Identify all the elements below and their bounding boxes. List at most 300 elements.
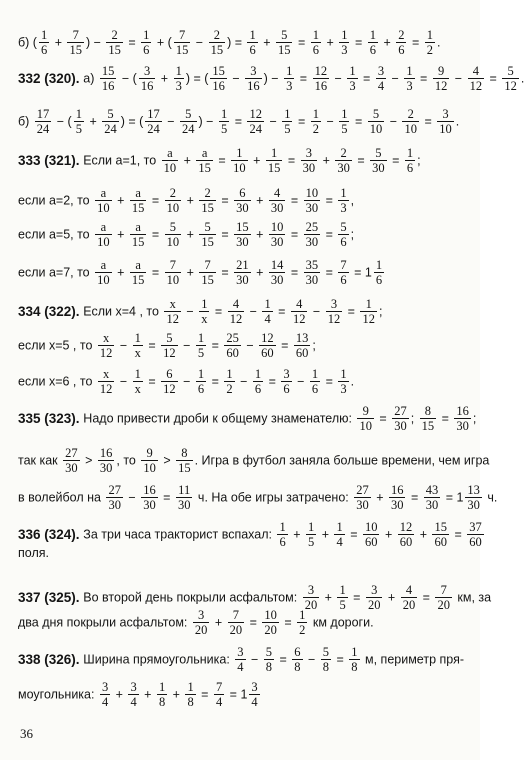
denominator: 30 [302,161,316,175]
text-segment: если a=2, то [18,193,94,208]
text-segment: − [304,652,319,667]
fraction [100,64,117,93]
text-segment: = [346,527,361,542]
text-segment: . Игра в футбол заняла больше времени, чем игра [194,453,490,468]
text-segment: + [113,227,128,242]
numerator: x [98,331,115,346]
numerator: 5 [180,107,197,122]
numerator: 27 [108,483,121,497]
text-segment: = [322,193,337,208]
denominator: 16 [212,79,225,93]
numerator: 7 [340,258,347,272]
numerator: 37 [469,520,482,534]
fraction [174,64,184,93]
denominator: 3 [406,79,413,93]
text-segment: − [309,304,324,319]
text-segment: = [284,153,299,168]
text-segment: . [436,35,441,50]
denominator: 20 [304,598,318,612]
denominator: 10 [233,161,246,175]
numerator: 3 [437,107,454,122]
numerator: 1 [158,680,166,694]
denominator: 10 [369,122,383,136]
denominator: 20 [437,598,450,612]
numerator: 8 [420,404,437,419]
solution-line [18,608,466,637]
denominator: 3 [340,201,347,215]
text-segment: = 1 [442,490,464,505]
numerator: 1 [360,297,377,312]
solution-line [18,297,466,326]
denominator: 20 [402,598,416,612]
numerator: 1 [75,107,82,121]
text-segment: + [183,193,198,208]
text-segment: − [322,114,338,129]
numerator: 27 [394,404,407,418]
numerator: 1 [264,297,271,311]
fraction [339,28,349,57]
problem-number: 337 (325). [18,589,84,605]
text-segment: − [179,338,194,353]
text-segment: − [116,374,131,389]
numerator: 10 [264,608,277,622]
numerator: 1 [220,107,228,121]
denominator: 5 [307,535,315,549]
numerator: 1 [351,645,358,659]
denominator: 30 [236,273,249,287]
solution-line [18,64,524,93]
denominator: 30 [305,273,319,287]
numerator: 17 [147,107,160,121]
denominator: 10 [97,235,110,249]
numerator: 16 [143,483,156,497]
numerator: 1 [311,367,319,381]
denominator: 10 [166,201,180,215]
fraction [161,367,178,396]
numerator: 1 [249,28,256,42]
fraction [502,64,519,93]
text-segment: = [287,265,302,280]
denominator: 30 [270,201,284,215]
text-segment: − [179,374,194,389]
text-segment: ) − [263,71,283,86]
text-segment: . [350,374,355,389]
numerator: 3 [366,583,383,598]
numerator: 12 [399,520,413,534]
problem-number: 336 (324). [18,526,84,542]
denominator: 15 [178,461,191,475]
problem-number: 335 (323). [18,410,84,426]
numerator: 3 [193,608,210,623]
numerator: 1 [339,583,346,597]
text-segment: − [192,35,207,50]
text-segment: = [294,35,309,50]
numerator: 5 [340,220,347,234]
text-segment: + [416,527,431,542]
fraction [193,608,210,637]
denominator: 4 [237,660,244,674]
fraction [100,680,110,709]
denominator: 4 [264,312,271,326]
numerator: 10 [305,186,319,200]
text-segment: а) [83,71,98,86]
solution-line [18,645,466,674]
fraction [174,28,191,57]
numerator: 3 [301,146,318,161]
numerator: 25 [305,220,319,234]
numerator: 1 [406,146,414,160]
numerator: a [196,146,213,161]
text-segment: = [419,590,434,605]
fraction [196,331,206,360]
text-segment: = [144,338,160,353]
fraction [95,258,112,287]
text-segment: + [169,687,184,702]
denominator: 60 [261,346,274,360]
page-number: 36 [20,726,33,741]
text-segment: − [116,338,131,353]
text-segment: − [247,652,262,667]
numerator: 3 [139,64,156,79]
numerator: 3 [326,297,343,312]
text-segment: = [486,71,501,86]
text-segment: + [113,193,128,208]
text-segment: + [322,35,338,50]
numerator: 7 [215,680,223,694]
denominator: 24 [36,122,50,136]
solution-line [18,367,466,396]
denominator: 4 [130,695,137,709]
problem-number: 332 (320). [18,70,84,86]
numerator: 16 [99,446,113,460]
text-segment: = [322,265,337,280]
fraction [165,258,182,287]
numerator: 5 [370,146,387,161]
fraction [284,64,294,93]
denominator: 5 [339,598,346,612]
numerator: a [95,220,112,235]
fraction [313,64,330,93]
numerator: 2 [402,107,419,122]
text-segment: − [236,374,251,389]
text-segment: = [359,71,374,86]
denominator: 8 [187,695,194,709]
denominator: 12 [469,79,483,93]
fraction [338,367,348,396]
text-segment: Во второй день покрыли асфальтом: [83,590,301,605]
numerator: 27 [65,446,78,460]
text-segment: = 1 [226,687,248,702]
text-segment: = [197,687,212,702]
problem-number: 333 (321). [18,152,84,168]
numerator: 6 [161,367,178,382]
fraction [437,107,454,136]
denominator: 20 [367,598,381,612]
denominator: 5 [341,122,348,136]
numerator: 5 [265,645,273,659]
numerator: 5 [502,64,519,79]
fraction [310,367,320,396]
fraction [199,186,216,215]
denominator: 6 [311,382,319,396]
denominator: 15 [201,201,214,215]
fraction [297,608,307,637]
text-segment: ) = ( [185,71,209,86]
denominator: 30 [390,498,404,512]
denominator: 30 [305,201,319,215]
text-segment: + [252,227,267,242]
text-segment: + [252,193,267,208]
fraction [468,64,485,93]
text-segment: = 1 [350,265,372,280]
numerator: 1 [312,28,319,42]
text-segment: ) − [85,35,105,50]
denominator: 30 [467,498,480,512]
fraction [338,186,348,215]
numerator: 1 [175,64,182,78]
text-segment: ; [312,338,316,353]
text-segment: если a=7, то [18,265,94,280]
numerator: 6 [294,645,301,659]
denominator: 5 [197,346,205,360]
text-segment: = [351,35,366,50]
text-segment: = [375,411,391,426]
denominator: 10 [359,419,372,433]
denominator: 60 [364,535,378,549]
denominator: 8 [158,695,166,709]
numerator: 1 [197,331,205,345]
fraction [392,404,409,433]
solution-line [18,483,498,512]
numerator: 10 [364,520,378,534]
numerator: 16 [456,404,469,418]
text-segment: = [296,71,311,86]
denominator: 16 [314,79,328,93]
numerator: 1 [336,520,343,534]
denominator: 6 [143,43,150,57]
denominator: 6 [369,43,376,57]
numerator: 1 [369,28,376,42]
denominator: 6 [340,273,347,287]
numerator: 1 [187,680,194,694]
fraction [349,645,359,674]
fraction [95,220,112,249]
numerator: x [98,367,115,382]
denominator: x [201,312,208,326]
fraction [396,28,406,57]
text-segment: > [81,453,96,468]
numerator: 2 [398,28,405,42]
fraction [357,404,374,433]
denominator: 6 [312,43,319,57]
text-segment: − [265,114,281,129]
text-segment: = [124,35,140,50]
text-segment: моугольника: [18,687,98,702]
numerator: 1 [226,367,233,381]
text-segment: + [112,687,127,702]
fraction [269,186,286,215]
denominator: 24 [104,122,117,136]
text-segment: в волейбол на [18,490,105,505]
text-segment: + [381,527,396,542]
text-segment: = [208,338,223,353]
numerator: 7 [435,583,452,598]
text-segment: + [183,265,198,280]
text-segment: ) − [198,114,217,129]
fraction [370,146,387,175]
fraction [405,146,415,175]
text-segment: + [259,35,274,50]
fraction [128,680,138,709]
denominator: 6 [279,535,286,549]
numerator: 12 [249,107,262,121]
denominator: 24 [182,122,195,136]
denominator: x [134,382,141,396]
text-segment: м, периметр пря- [361,652,465,667]
text-segment: б) ( [18,35,37,50]
denominator: 4 [215,695,223,709]
denominator: 15 [201,235,214,249]
text-segment: б) [18,114,33,129]
fraction [420,404,437,433]
text-segment: = [265,374,280,389]
text-segment: + [252,265,267,280]
numerator: 1 [284,107,291,121]
fraction [335,146,352,175]
denominator: 12 [166,312,179,326]
numerator: a [130,220,147,235]
fraction [165,186,182,215]
text-segment: Ширина прямоугольника: [83,652,234,667]
fraction [231,146,248,175]
solution-line [18,107,466,136]
fraction [161,331,178,360]
fraction [106,28,123,57]
numerator: 1 [341,28,348,42]
text-segment: − [124,490,140,505]
numerator: 9 [433,64,450,79]
numerator: 7 [67,28,84,43]
text-segment: − ( [53,114,72,129]
numerator: 5 [276,28,293,43]
denominator: 30 [356,498,369,512]
fraction [74,107,84,136]
numerator: 10 [270,220,284,234]
fraction [67,28,84,57]
denominator: 30 [143,498,156,512]
denominator: 30 [99,461,113,475]
numerator: 2 [199,186,216,201]
denominator: 16 [247,79,260,93]
numerator: 1 [406,64,413,78]
text-segment: = [208,374,223,389]
text-segment: + [379,35,395,50]
text-segment: км дороги. [309,615,374,630]
text-segment: = [420,114,436,129]
denominator: 30 [394,419,407,433]
denominator: 15 [277,43,291,57]
fraction [180,107,197,136]
numerator: a [95,186,112,201]
numerator: 4 [401,583,418,598]
fraction [133,367,143,396]
denominator: 30 [337,161,350,175]
numerator: 2 [165,186,182,201]
text-segment: = [159,490,174,505]
numerator: 3 [283,367,290,381]
problem-number: 334 (322). [18,303,84,319]
text-segment: − [388,71,403,86]
denominator: 12 [327,312,341,326]
numerator: 3 [130,680,137,694]
fraction [234,258,251,287]
fraction [368,28,378,57]
fraction [304,186,321,215]
denominator: 8 [351,660,358,674]
fraction [141,446,158,475]
numerator: 15 [101,64,115,78]
numerator: 25 [226,331,239,345]
numerator: 1 [231,146,248,161]
fraction [199,220,216,249]
fraction [234,220,251,249]
denominator: 4 [251,695,258,709]
numerator: 3 [251,680,258,694]
fraction [176,446,193,475]
text-segment: = [407,490,422,505]
denominator: 6 [398,43,405,57]
text-segment: = [322,227,337,242]
text-segment: + [51,35,66,50]
denominator: 3 [340,382,347,396]
text-segment: = [214,153,230,168]
text-segment: = [211,304,226,319]
text-segment: = [416,71,431,86]
fraction [145,107,162,136]
numerator: 9 [357,404,374,419]
text-segment: = [144,374,160,389]
denominator: 12 [504,79,517,93]
fraction [133,331,143,360]
numerator: 1 [279,520,286,534]
text-segment: = [148,193,163,208]
denominator: 30 [372,161,385,175]
fraction [210,64,227,93]
numerator: 13 [467,483,480,497]
numerator: 3 [377,64,385,78]
denominator: 12 [99,346,113,360]
denominator: 6 [197,382,205,396]
denominator: 2 [226,382,233,396]
fraction [224,331,241,360]
numerator: 7 [199,258,216,273]
denominator: 60 [226,346,239,360]
denominator: 3 [349,79,356,93]
numerator: 1 [254,367,262,381]
text-segment: = [217,227,233,242]
numerator: 3 [237,645,244,659]
fraction [264,645,274,674]
fraction [433,64,450,93]
numerator: 5 [368,107,385,122]
denominator: 15 [69,43,82,57]
numerator: 1 [340,367,347,381]
denominator: 60 [434,535,447,549]
fraction [304,220,321,249]
numerator: 2 [209,28,226,43]
fraction [259,331,276,360]
text-segment: = [246,615,261,630]
